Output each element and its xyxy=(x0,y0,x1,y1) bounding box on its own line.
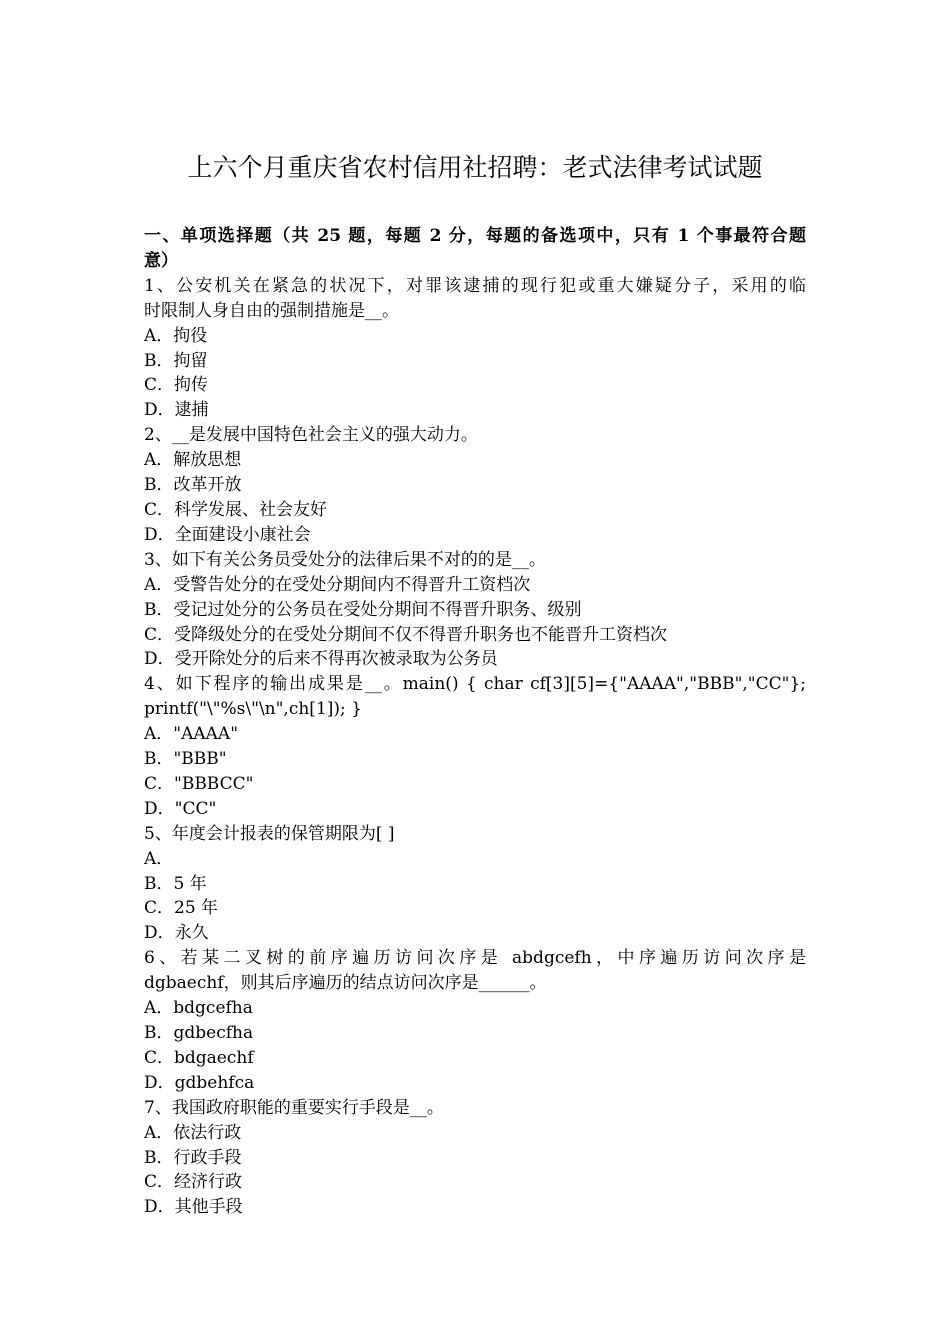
option-b: B．受记过处分的公务员在受处分期间不得晋升职务、级别 xyxy=(144,599,582,620)
section-heading-line-2: 意） xyxy=(144,250,178,271)
option-c: C．拘传 xyxy=(144,375,209,396)
option-c: C．受降级处分的在受处分期间不仅不得晋升职务也不能晋升工资档次 xyxy=(144,624,668,645)
question-4 xyxy=(144,672,806,821)
option-b: B．行政手段 xyxy=(144,1147,242,1168)
document-title: 上六个月重庆省农村信用社招聘：老式法律考试试题 xyxy=(187,153,763,182)
question-text-line: 2、__是发展中国特色社会主义的强大动力。 xyxy=(144,425,478,446)
option-d: D．永久 xyxy=(144,923,209,944)
question-6 xyxy=(144,946,806,1095)
option-b: B．拘留 xyxy=(144,350,208,371)
option-a: A． xyxy=(144,848,174,869)
option-c: C．经济行政 xyxy=(144,1172,243,1193)
document-body xyxy=(144,224,806,1220)
section-heading-line-1: 一、单项选择题（共 25 题，每题 2 分，每题的备选项中，只有 1 个事最符合题 xyxy=(144,226,806,246)
question-text-line: 4、如下程序的输出成果是__。main() { char cf[3][5]={"AAAA","BBB","CC"}; xyxy=(144,674,806,695)
option-b: B．改革开放 xyxy=(144,475,242,496)
option-d: D．受开除处分的后来不得再次被录取为公务员 xyxy=(144,649,498,670)
question-text-line: 6、若某二叉树的前序遍历访问次序是 abdgcefh，中序遍历访问次序是 xyxy=(144,948,806,969)
question-text-line: dgbaechf，则其后序遍历的结点访问次序是______。 xyxy=(144,973,547,994)
question-text-line: printf("\"%s\"\n",ch[1]); } xyxy=(144,699,362,720)
option-d: D．gdbehfca xyxy=(144,1072,255,1093)
question-7 xyxy=(144,1096,806,1221)
option-a: A．拘役 xyxy=(144,325,208,346)
option-a: A．bdgcefha xyxy=(144,998,253,1019)
option-d: D．"CC" xyxy=(144,798,217,819)
question-5 xyxy=(144,822,806,947)
option-d: D．逮捕 xyxy=(144,400,209,421)
question-text-line: 3、如下有关公务员受处分的法律后果不对的的是__。 xyxy=(144,549,546,570)
question-1 xyxy=(144,274,806,423)
option-b: B．5 年 xyxy=(144,873,207,894)
option-a: A．依法行政 xyxy=(144,1122,242,1143)
option-a: A．"AAAA" xyxy=(144,724,239,745)
option-a: A．受警告处分的在受处分期间内不得晋升工资档次 xyxy=(144,574,531,595)
option-b: B．"BBB" xyxy=(144,749,227,770)
option-a: A．解放思想 xyxy=(144,450,242,471)
option-d: D．全面建设小康社会 xyxy=(144,524,311,545)
option-c: C．科学发展、社会友好 xyxy=(144,499,328,520)
option-b: B．gdbecfha xyxy=(144,1023,254,1043)
question-text-line: 时限制人身自由的强制措施是__。 xyxy=(144,300,399,321)
question-3 xyxy=(144,548,806,673)
option-c: C．25 年 xyxy=(144,898,219,919)
question-text-line: 1、公安机关在紧急的状况下，对罪该逮捕的现行犯或重大嫌疑分子，采用的临 xyxy=(144,275,806,296)
question-text-line: 7、我国政府职能的重要实行手段是__。 xyxy=(144,1097,444,1118)
option-c: C．"BBBCC" xyxy=(144,773,254,794)
option-d: D．其他手段 xyxy=(144,1197,243,1218)
option-c: C．bdgaechf xyxy=(144,1047,254,1068)
question-text-line: 5、年度会计报表的保管期限为[ ] xyxy=(144,823,395,844)
question-2 xyxy=(144,423,806,548)
